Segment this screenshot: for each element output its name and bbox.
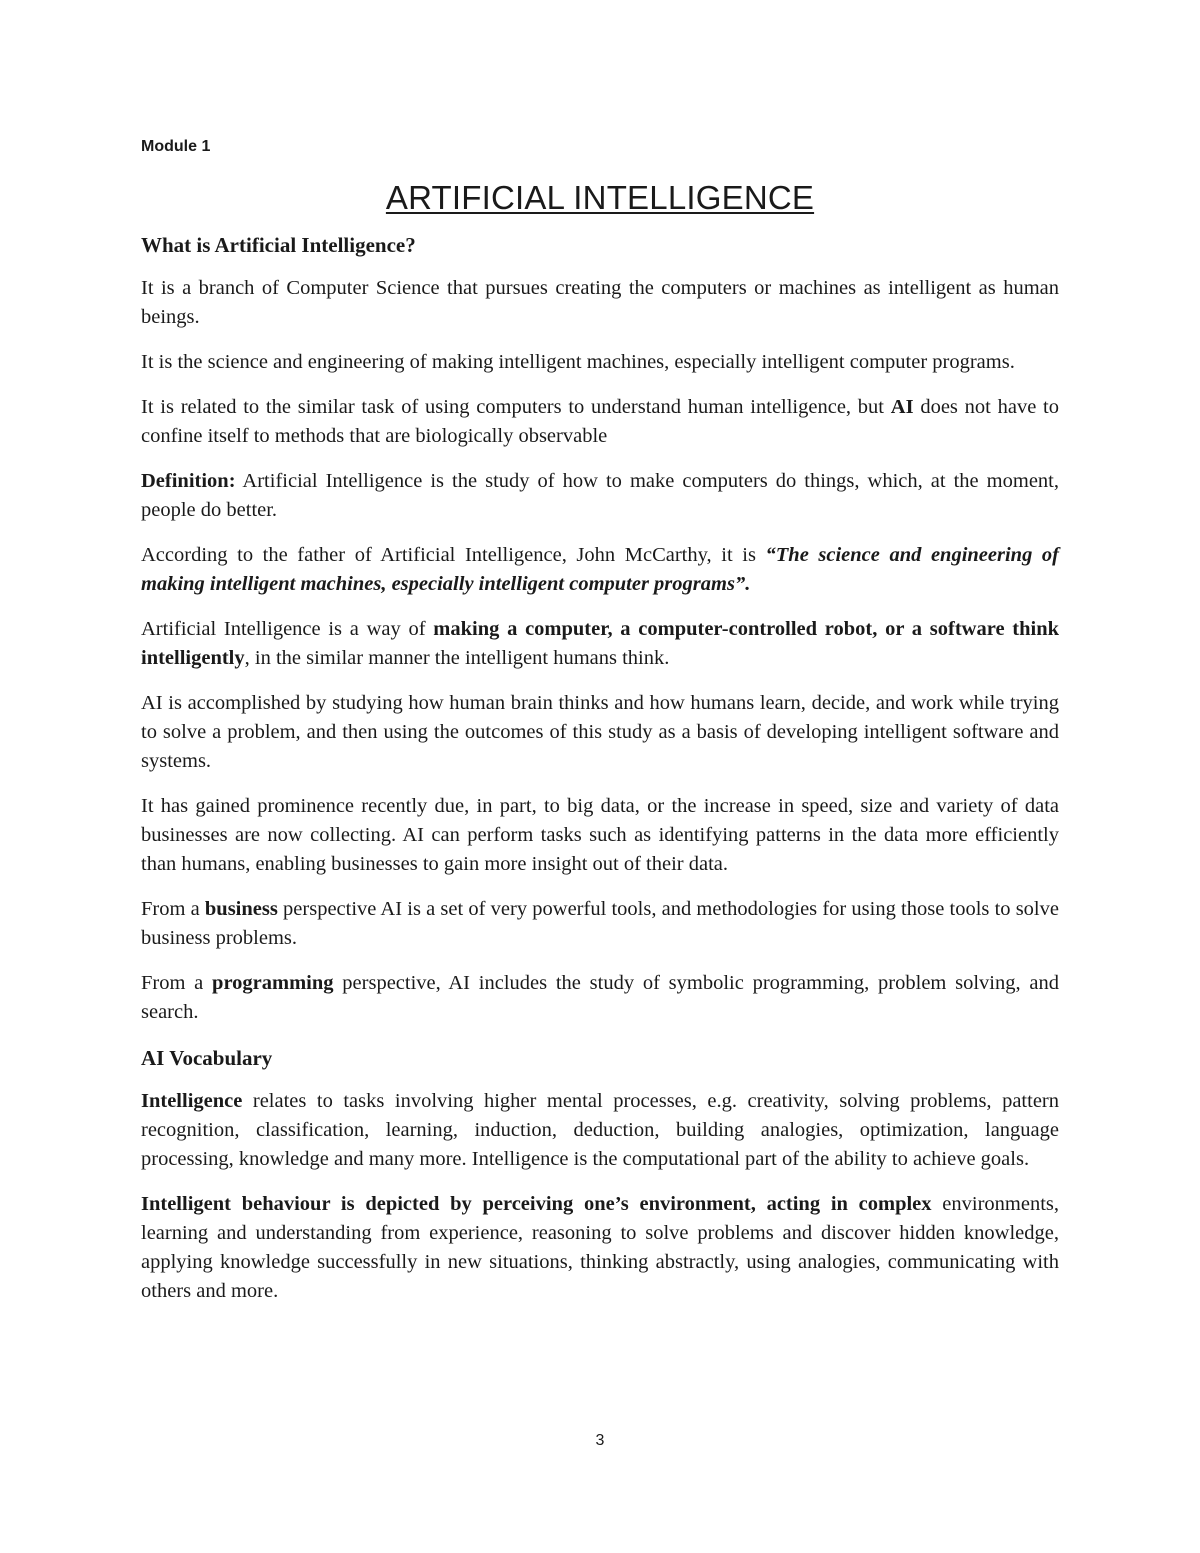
paragraph-related-task-post: does not have to confine itself to methods that are biologically observable: [141, 396, 1059, 447]
paragraph-related-task-ai: AI: [890, 396, 914, 418]
paragraph-related-task: [141, 393, 1059, 451]
heading-ai-vocabulary: AI Vocabulary: [141, 1046, 273, 1070]
mccarthy-intro: According to the father of Artificial Intelligence, John McCarthy, it is: [141, 544, 766, 566]
business-bold: business: [204, 898, 278, 920]
paragraph-prominence: It has gained prominence recently due, in part, to big data, or the increase in speed, size and variety of data businesses are now collecting. AI can perform tasks such as identifying patterns in the data more efficiently than humans, enabling businesses to gain more insight out of their data.: [141, 795, 1059, 875]
business-post: perspective AI is a set of very powerful tools, and methodologies for using those tools to solve business problems.: [141, 898, 1059, 949]
paragraph-business: [141, 895, 1059, 953]
paragraph-way-of-making: [141, 615, 1059, 673]
page-title: ARTIFICIAL INTELLIGENCE: [385, 179, 815, 216]
business-pre: From a: [141, 898, 205, 920]
programming-pre: From a: [141, 972, 213, 994]
intelligent-behaviour-text: environments, learning and understanding from experience, reasoning to solve problems and discover hidden knowledge, applying knowledge successfully in new situations, thinking abstractly, using analogies, communicating with others and more.: [141, 1193, 1059, 1302]
paragraph-branch: It is a branch of Computer Science that pursues creating the computers or machines as intelligent as human beings.: [141, 277, 1059, 328]
paragraph-mccarthy: [141, 541, 1059, 599]
intelligence-text: relates to tasks involving higher mental processes, e.g. creativity, solving problems, pattern recognition, classification, learning, induction, deduction, building analogies, optimization, language processing, knowledge and many more. Intelligence is the computational part of the ability to achieve goals.: [141, 1090, 1059, 1170]
definition-text: Artificial Intelligence is the study of how to make computers do things, which, at the moment, people do better.: [141, 470, 1059, 521]
intelligent-behaviour-term: Intelligent behaviour is depicted by perceiving one’s environment, acting in complex: [141, 1193, 932, 1215]
paragraph-accomplished: AI is accomplished by studying how human brain thinks and how humans learn, decide, and work while trying to solve a problem, and then using the outcomes of this study as a basis of developing intelligent software and systems.: [141, 692, 1059, 772]
paragraph-programming: [141, 969, 1059, 1027]
paragraph-related-task-pre: It is related to the similar task of using computers to understand human intelligence, but: [141, 396, 891, 418]
programming-bold: programming: [212, 972, 334, 994]
way-of-making-post: , in the similar manner the intelligent humans think.: [244, 647, 670, 669]
programming-post: perspective, AI includes the study of symbolic programming, problem solving, and search.: [141, 972, 1059, 1023]
document-page: [141, 138, 1059, 1322]
page-number: 3: [595, 1432, 605, 1449]
paragraph-science-engineering: It is the science and engineering of making intelligent machines, especially intelligent computer programs.: [141, 351, 1015, 373]
paragraph-intelligent-behaviour: [141, 1190, 1059, 1306]
intelligence-term: Intelligence: [141, 1090, 243, 1112]
definition-label: Definition:: [141, 470, 236, 492]
paragraph-intelligence: [141, 1087, 1059, 1174]
heading-what-is-ai: What is Artificial Intelligence?: [141, 233, 416, 257]
module-label: Module 1: [141, 138, 211, 155]
way-of-making-bold: making a computer, a computer-controlled robot, or a software think intelligently: [141, 618, 1059, 669]
paragraph-definition: [141, 467, 1059, 525]
way-of-making-pre: Artificial Intelligence is a way of: [141, 618, 434, 640]
mccarthy-quote: “The science and engineering of making intelligent machines, especially intelligent computer programs”.: [141, 544, 1059, 595]
